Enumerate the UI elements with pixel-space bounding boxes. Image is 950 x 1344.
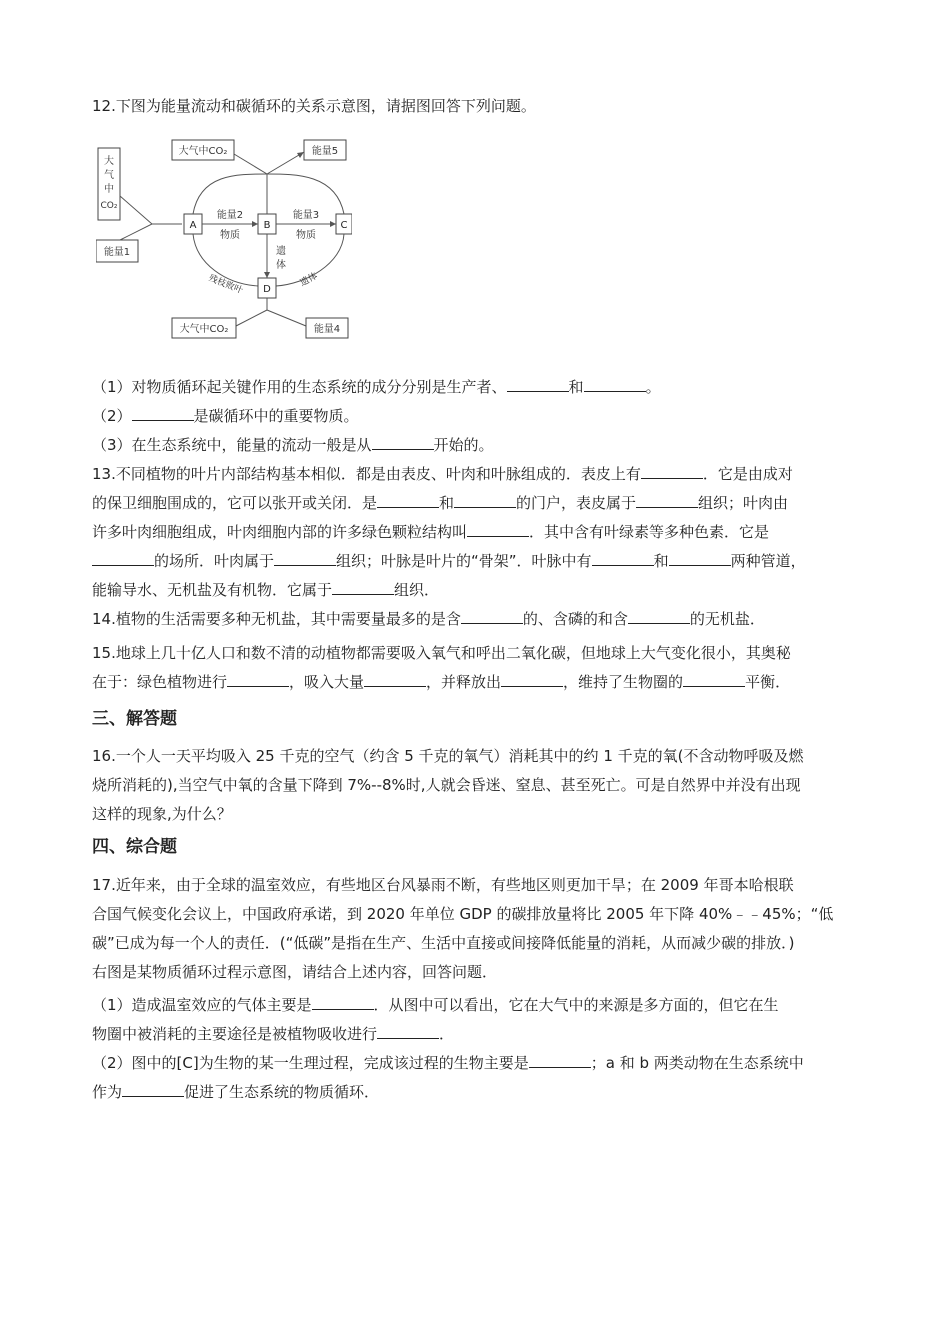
svg-text:D: D [263, 284, 271, 295]
q17-line8: 作为 促进了生态系统的物质循环． [92, 1083, 380, 1101]
svg-text:能量3: 能量3 [292, 210, 320, 221]
svg-text:能量2: 能量2 [216, 210, 244, 221]
energy-1-label: 能量1 [103, 247, 131, 258]
section-3-heading: 三、解答题 [92, 709, 177, 729]
q15-line1: 15.地球上几十亿人口和数不清的动植物都需要吸入氧气和呼出二氧化碳，但地球上大气变化很小，其奥秘 [92, 644, 791, 662]
q12-part1: （1）对物质循环起关键作用的生态系统的成分分别是生产者、 和 。 [92, 378, 661, 396]
svg-text:气: 气 [104, 170, 114, 181]
svg-text:CO₂: CO₂ [100, 201, 118, 211]
q16-line1: 16.一个人一天平均吸入 25 千克的空气（约含 5 千克的氧气）消耗其中的约 1 千克的氧(不含动物呼吸及燃 [92, 747, 804, 765]
q17-line2: 合国气候变化会议上，中国政府承诺，到 2020 年单位 GDP 的碳排放量将比 2005 年下降 40%﹣﹣45%；“低 [92, 905, 834, 923]
q17-line6: 物圈中被消耗的主要途径是被植物吸收进行 ． [92, 1025, 455, 1043]
svg-text:残枝败叶: 残枝败叶 [206, 273, 245, 297]
q17-line5: （1）造成温室效应的气体主要是 ．从图中可以看出，它在大气中的来源是多方面的，但它在生 [92, 996, 779, 1014]
energy-4-label: 能量4 [313, 324, 341, 335]
q13-line4: 的场所．叶肉属于 组织；叶脉是叶片的“骨架”．叶脉中有 和 两种管道， [92, 551, 806, 571]
q12-part2: （2） 是碳循环中的重要物质。 [92, 407, 359, 425]
svg-text:中: 中 [104, 184, 114, 195]
svg-text:物质: 物质 [296, 230, 316, 241]
svg-text:大: 大 [104, 156, 114, 167]
q13-line1: 13.不同植物的叶片内部结构基本相似．都是由表皮、叶肉和叶脉组成的．表皮上有 ．它是由成对 [92, 465, 793, 483]
q16-line3: 这样的现象,为什么？ [92, 805, 232, 823]
q12-stem: 12.下图为能量流动和碳循环的关系示意图，请据图回答下列问题。 [92, 97, 536, 115]
q15-line2: 在于：绿色植物进行 ，吸入大量 ，并释放出 ，维持了生物圈的 平衡． [92, 673, 791, 691]
q13-line3: 许多叶肉细胞组成，叶肉细胞内部的许多绿色颗粒结构叫 ．其中含有叶绿素等多种色素．它是 [92, 523, 770, 541]
q17-line4: 右图是某物质循环过程示意图，请结合上述内容，回答问题． [92, 963, 498, 981]
svg-text:遗体: 遗体 [298, 271, 320, 289]
energy-5-label: 能量5 [311, 146, 339, 157]
atm-co2-bottom: 大气中CO₂ [179, 324, 229, 335]
q12-part3: （3）在生态系统中，能量的流动一般是从 开始的。 [92, 436, 494, 454]
section-4-heading: 四、综合题 [92, 837, 177, 857]
svg-text:B: B [263, 220, 271, 231]
svg-text:遗: 遗 [276, 246, 286, 257]
energy-carbon-diagram [96, 134, 352, 344]
q13-line5: 能输导水、无机盐及有机物．它属于 组织． [92, 581, 440, 599]
svg-text:物质: 物质 [220, 230, 240, 241]
q17-line1: 17.近年来，由于全球的温室效应，有些地区台风暴雨不断，有些地区则更加干旱；在 2009 年哥本哈根联 [92, 876, 794, 894]
svg-text:体: 体 [276, 260, 286, 271]
q17-line3: 碳”已成为每一个人的责任．(“低碳”是指在生产、生活中直接或间接降低能量的消耗，从而减少碳的排放．) [92, 934, 795, 952]
q17-line7: （2）图中的[C]为生物的某一生理过程，完成该过程的生物主要是 ；a 和 b 两类动物在生态系统中 [92, 1054, 804, 1072]
svg-text:A: A [189, 220, 197, 231]
atm-co2-top: 大气中CO₂ [178, 146, 228, 157]
q13-line2: 的保卫细胞围成的，它可以张开或关闭．是 和 的门户，表皮属于 组织；叶肉由 [92, 494, 789, 512]
q14: 14.植物的生活需要多种无机盐，其中需要量最多的是含 的、含磷的和含 的无机盐． [92, 610, 765, 628]
q16-line2: 烧所消耗的),当空气中氧的含量下降到 7%--8%时,人就会昏迷、窒息、甚至死亡。可是自然界中并没有出现 [92, 776, 801, 794]
svg-text:C: C [340, 220, 348, 231]
